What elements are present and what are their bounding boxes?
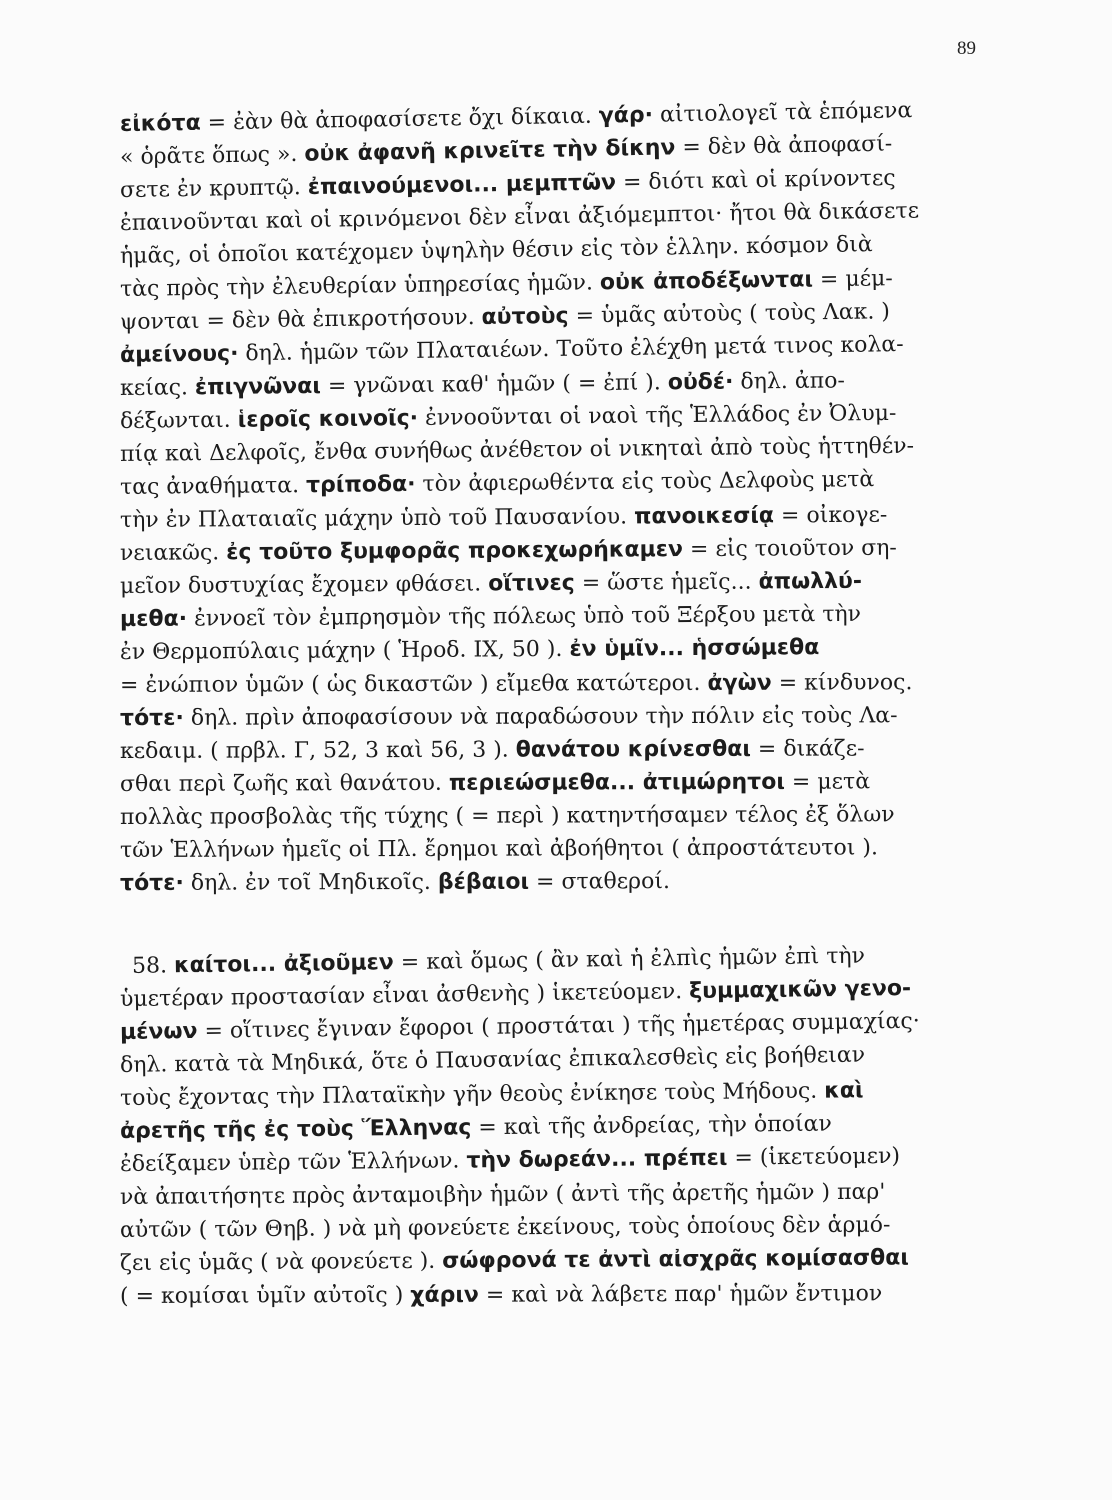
gloss-text: σθαι περὶ ζωῆς καὶ θανάτου. <box>119 770 449 797</box>
gloss-text: ἐν Θερμοπύλαις μάχην ( Ἡροδ. IX, 50 ). <box>119 636 570 665</box>
gloss-text: = καὶ τῆς ἀνδρείας, τὴν ὁποίαν <box>471 1111 832 1141</box>
gloss-text: τὸν ἀφιερωθέντα εἰς τοὺς Δελφοὺς μετὰ <box>415 467 875 497</box>
text-line <box>120 831 1020 867</box>
text-line <box>120 1241 1020 1280</box>
gloss-text: ζει εἰς ὑμᾶς ( νὰ φονεύετε ). <box>119 1248 443 1276</box>
lemma-term: ἀμείνους· <box>119 341 239 368</box>
lemma-term: οὐδέ· <box>667 369 734 396</box>
gloss-text: κεδαιμ. ( πρβλ. Γ, 52, 3 καὶ 56, 3 ). <box>119 737 516 764</box>
lemma-term: πανοικεσίᾳ <box>634 503 775 530</box>
gloss-text: ψονται = δὲν θὰ ἐπικροτήσουν. <box>119 304 482 335</box>
gloss-text: = δὲν θὰ ἀποφασί- <box>675 131 893 161</box>
lemma-term: ἀγὼν <box>707 670 772 696</box>
lemma-term: καὶ <box>824 1078 864 1104</box>
lemma-term: γάρ· <box>598 102 654 129</box>
gloss-text: = ἐνώπιον ὑμῶν ( ὡς δικαστῶν ) εἴμεθα κατώτεροι. <box>119 670 708 698</box>
commentary-text <box>119 98 1020 1313</box>
gloss-text: δηλ. πρὶν ἀποφασίσουν νὰ παραδώσουν τὴν πόλιν εἰς τοὺς Λα- <box>183 703 898 731</box>
lemma-term: αὐτοὺς <box>481 303 569 330</box>
gloss-text: δέξωνται. <box>119 407 238 434</box>
lemma-term: περιεώσμεθα... ἀτιμώρητοι <box>448 769 785 796</box>
text-line <box>120 798 1020 834</box>
gloss-text: κείας. <box>119 375 196 401</box>
gloss-text: = μετὰ <box>784 769 871 795</box>
lemma-term: χάριν <box>410 1282 479 1308</box>
gloss-text: δηλ. ἐν τοῖ Μηδικοῖς. <box>183 869 438 896</box>
lemma-term: οὐκ ἀποδέξωνται <box>599 267 814 296</box>
lemma-term: τρίποδα· <box>305 471 416 499</box>
lemma-term: εἰκότα <box>119 110 201 137</box>
gloss-text: πολλὰς προσβολὰς τῆς τύχης ( = περὶ ) κατηντήσαμεν τέλος ἐξ ὅλων <box>119 802 895 830</box>
gloss-text: σετε ἐν κρυπτῷ. <box>119 175 308 203</box>
gloss-text: = ὑμᾶς αὐτοὺς ( τοὺς Λακ. ) <box>568 299 891 329</box>
gloss-text: ἡμᾶς, οἱ ὁποῖοι κατέχομεν ὑψηλὴν θέσιν εἰς τὸν ἑλλην. κόσμον διὰ <box>119 232 873 269</box>
gloss-text: = οἵτινες ἔγιναν ἔφοροι ( προστάται ) τῆς ἡμετέρας συμμαχίας· <box>197 1008 920 1044</box>
text-line <box>120 864 1020 900</box>
lemma-term: οὐκ ἀφανῆ κρινεῖτε τὴν δίκην <box>304 135 676 167</box>
gloss-text: ( = κομίσαι ὑμῖν αὐτοῖς ) <box>119 1282 411 1309</box>
gloss-text: = ὥστε ἡμεῖς... <box>574 569 759 596</box>
text-line <box>120 765 1020 801</box>
gloss-text: = γνῶναι καθ' ἡμῶν ( = ἐπί ). <box>320 370 668 399</box>
lemma-term: ξυμμαχικῶν γενο- <box>688 975 912 1005</box>
gloss-text: ἐπαινοῦνται καὶ οἱ κρινόμενοι δὲν εἶναι ἀξιόμεμπτοι· ἤτοι θὰ δικάσετε <box>119 198 920 236</box>
gloss-text: = καὶ ὅμως ( ἂν καὶ ἡ ἐλπὶς ἡμῶν ἐπὶ τὴν <box>393 943 866 976</box>
gloss-text: = δικάζε- <box>750 736 865 762</box>
gloss-text: = ἐὰν θὰ ἀποφασίσετε ὄχι δίκαια. <box>200 103 600 136</box>
gloss-text: 58. <box>131 953 175 979</box>
lemma-term: τὴν δωρεάν... πρέπει <box>466 1145 728 1174</box>
gloss-text: δηλ. ἀπο- <box>733 368 845 395</box>
gloss-text: τῶν Ἑλλήνων ἡμεῖς οἱ Πλ. ἔρημοι καὶ ἀβοήθητοι ( ἀπροστάτευτοι ). <box>119 835 879 863</box>
page-number: 89 <box>957 38 976 59</box>
lemma-term: ἐς τοῦτο ξυμφορᾶς προκεχωρήκαμεν <box>226 537 684 566</box>
lemma-term: καίτοι... ἀξιοῦμεν <box>173 950 394 979</box>
lemma-term: μεθα· <box>119 606 188 632</box>
gloss-text: = (ἱκετεύομεν) <box>727 1143 901 1171</box>
lemma-term: θανάτου κρίνεσθαι <box>515 736 751 763</box>
gloss-text: τας ἀναθήματα. <box>119 473 307 500</box>
gloss-text: « ὁρᾶτε ὅπως ». <box>119 141 305 170</box>
gloss-text: τὴν ἐν Πλαταιαῖς μάχην ὑπὸ τοῦ Παυσανίου. <box>119 504 635 533</box>
gloss-text: = διότι καὶ οἱ κρίνοντες <box>615 165 896 196</box>
lemma-term: βέβαιοι <box>437 869 530 895</box>
gloss-text: = εἰς τοιοῦτον ση- <box>682 535 897 563</box>
gloss-text: = καὶ νὰ λάβετε παρ' ἡμῶν ἔντιμον <box>478 1281 883 1308</box>
lemma-term: σώφρονά τε ἀντὶ αἰσχρᾶς κομίσασθαι <box>442 1245 909 1274</box>
lemma-term: ἐπαινούμενοι... μεμπτῶν <box>307 170 617 201</box>
text-line <box>120 630 1020 669</box>
text-line <box>120 1277 1020 1313</box>
gloss-text: ἐννοεῖ τὸν ἐμπρησμὸν τῆς πόλεως ὑπὸ τοῦ Ξέρξου μετὰ τὴν <box>186 601 862 632</box>
gloss-text: = σταθεροί. <box>528 869 670 895</box>
lemma-term: ἀρετῆς τῆς ἐς τοὺς Ἕλληνας <box>119 1115 472 1144</box>
lemma-term: ἐν ὑμῖν... ἡσσώμεθα <box>569 635 820 662</box>
gloss-text: ἐννοοῦνται οἱ ναοὶ τῆς Ἑλλάδος ἐν Ὀλυμ- <box>417 400 897 431</box>
gloss-text: ἐδείξαμεν ὑπὲρ τῶν Ἑλλήνων. <box>119 1148 467 1177</box>
lemma-term: τότε· <box>119 705 184 731</box>
gloss-text: νειακῶς. <box>119 540 227 566</box>
lemma-term: μένων <box>119 1018 198 1045</box>
gloss-text: δηλ. ἡμῶν τῶν Πλαταιέων. Τοῦτο ἐλέχθη μετά τινος κολα- <box>238 332 904 367</box>
text-line <box>120 732 1020 768</box>
gloss-text: μεῖον δυστυχίας ἔχομεν φθάσει. <box>119 571 489 599</box>
lemma-term: ἀπωλλύ- <box>758 568 863 595</box>
lemma-term: ἱεροῖς κοινοῖς· <box>237 405 419 433</box>
gloss-text: ὑμετέραν προστασίαν εἶναι ἀσθενὴς ) ἱκετεύομεν. <box>119 979 690 1012</box>
gloss-text: τοὺς ἔχοντας τὴν Πλαταϊκὴν γῆν θεοὺς ἐνίκησε τοὺς Μήδους. <box>119 1078 825 1111</box>
gloss-text: αἰτιολογεῖ τὰ ἑπόμενα <box>652 98 913 128</box>
gloss-text: πίᾳ καὶ Δελφοῖς, ἔνθα συνήθως ἀνέθετον οἱ νικηταὶ ἀπὸ τοὺς ἡττηθέν- <box>119 433 915 467</box>
gloss-text: = οἰκογε- <box>773 502 888 529</box>
lemma-term: οἵτινες <box>488 570 575 597</box>
gloss-text: = μέμ- <box>812 266 893 293</box>
text-line <box>120 666 1020 702</box>
gloss-text: τὰς πρὸς τὴν ἐλευθερίαν ὑπηρεσίας ἡμῶν. <box>119 270 601 302</box>
lemma-term: ἐπιγνῶναι <box>194 373 322 401</box>
text-line <box>120 699 1020 735</box>
gloss-text: νὰ ἀπαιτήσητε πρὸς ἀνταμοιβὴν ἡμῶν ( ἀντὶ τῆς ἀρετῆς ἡμῶν ) παρ' <box>119 1179 886 1210</box>
gloss-text: δηλ. κατὰ τὰ Μηδικά, ὅτε ὁ Παυσανίας ἐπικαλεσθεὶς εἰς βοήθειαν <box>119 1042 866 1078</box>
gloss-text: = κίνδυνος. <box>771 670 913 696</box>
gloss-text: αὐτῶν ( τῶν Θηβ. ) νὰ μὴ φονεύετε ἐκείνους, τοὺς ὁποίους δὲν ἁρμό- <box>119 1212 891 1243</box>
lemma-term: τότε· <box>119 870 184 896</box>
